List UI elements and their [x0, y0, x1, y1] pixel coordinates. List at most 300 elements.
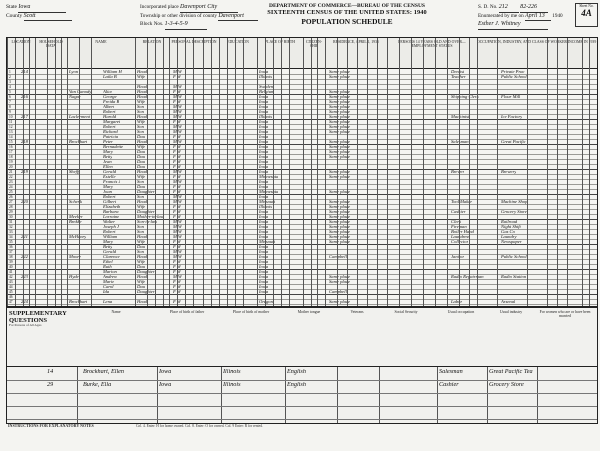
table-cell: 223 — [21, 273, 28, 279]
table-cell: Marion — [103, 268, 117, 274]
line-number: 36 — [9, 244, 13, 249]
census-title: SIXTEENTH CENSUS OF THE UNITED STATES: 1940 — [267, 9, 427, 16]
table-cell: Night Shift — [501, 223, 521, 229]
grid-line — [193, 38, 194, 306]
table-cell: Iowa — [259, 163, 269, 169]
table-cell: Andrew — [103, 273, 118, 279]
table-cell: Brockhart — [69, 138, 88, 144]
supplementary-column-header: Place of birth of father — [169, 310, 205, 314]
table-cell: Brewery — [501, 168, 517, 174]
column-header-band — [7, 38, 597, 69]
table-cell: Iowa — [259, 228, 269, 234]
table-cell: Dentist — [451, 68, 465, 74]
table-cell: Same place — [329, 203, 351, 209]
header-right — [478, 4, 563, 30]
line-number: 45 — [9, 289, 13, 294]
table-cell: Iowa — [259, 183, 269, 189]
grid-line — [227, 38, 228, 306]
table-cell: Same place — [329, 103, 351, 109]
table-cell: Jean — [103, 158, 112, 164]
table-cell: Radio Repairman — [451, 273, 484, 279]
table-cell: Iowa — [259, 243, 269, 249]
table-cell: Son — [137, 103, 144, 109]
column-header: RELATION — [142, 40, 162, 44]
supplementary-grid — [7, 366, 597, 423]
line-number: 3 — [9, 79, 11, 84]
table-cell: Same place — [329, 278, 351, 284]
table-cell: Grocery Store — [501, 208, 527, 214]
grid-line — [311, 38, 312, 306]
table-cell: M W — [173, 223, 182, 229]
line-number: 47 — [9, 299, 13, 304]
table-cell: M W — [173, 68, 182, 74]
table-cell: Same place — [329, 213, 351, 219]
table-cell: Iowa — [259, 103, 269, 109]
grid-line — [163, 38, 164, 306]
table-cell: Same place — [329, 88, 351, 94]
table-cell: Daughter — [137, 268, 155, 274]
table-cell: Laclerment — [69, 113, 90, 119]
grid-line — [347, 38, 348, 306]
table-cell: M W — [173, 108, 182, 114]
table-cell: Same place — [329, 218, 351, 224]
grid-line — [447, 38, 448, 306]
table-cell: Iowa — [259, 233, 269, 239]
table-cell: Head — [137, 138, 147, 144]
table-cell: Alice — [103, 88, 113, 94]
grid-line — [435, 38, 436, 306]
table-cell: Meeker — [69, 213, 83, 219]
table-cell: 219 — [21, 168, 28, 174]
table-cell: Joan — [103, 188, 112, 194]
table-cell: 216 — [21, 93, 28, 99]
table-cell: Shipping Clerk — [451, 93, 479, 99]
column-header: RESIDENCE, APRIL 1, 1935 — [333, 40, 379, 44]
table-cell: Mary — [103, 148, 113, 154]
supplementary-cell: Great Pacific Tea — [489, 369, 533, 375]
table-cell: Cashier — [451, 208, 466, 214]
table-row — [7, 299, 597, 305]
grid-line — [281, 38, 282, 306]
table-cell: Gerald — [103, 248, 117, 254]
table-cell: Dau — [137, 183, 145, 189]
table-cell: Collector — [451, 238, 469, 244]
table-cell: Joseph J — [103, 223, 119, 229]
line-number: 8 — [9, 104, 11, 109]
grid-line — [337, 38, 338, 306]
supplementary-column-header: Name — [111, 310, 121, 314]
line-number: 29 — [9, 209, 13, 214]
sheet-number-box — [575, 3, 598, 27]
table-cell: Moore — [69, 253, 82, 259]
table-cell: Newspaper — [501, 238, 522, 244]
table-cell: Ruth — [103, 263, 112, 269]
table-cell: Iowa — [259, 123, 269, 129]
grid-line — [547, 38, 548, 306]
table-cell: Dau — [137, 148, 145, 154]
grid-line — [47, 38, 48, 306]
supplementary-cell: Illinois — [223, 369, 241, 375]
table-cell: Iowa — [259, 258, 269, 264]
footer-instructions: INSTRUCTIONS FOR EXPLANATORY NOTES — [8, 423, 94, 428]
table-cell: Son — [137, 123, 144, 129]
grid-line — [423, 38, 424, 306]
line-number: 14 — [9, 134, 13, 139]
table-cell: Same place — [329, 98, 351, 104]
table-cell: Francis J — [103, 178, 121, 184]
line-number: 27 — [9, 199, 13, 204]
table-cell: Same place — [329, 273, 351, 279]
table-cell: M W — [173, 83, 182, 89]
supplementary-cell: 29 — [47, 382, 54, 388]
supplementary-column-header: Usual industry — [499, 310, 523, 314]
table-cell: Labor — [451, 298, 463, 304]
table-cell: M W — [173, 128, 182, 134]
line-number: 12 — [9, 124, 13, 129]
table-cell: Patricia — [103, 133, 119, 139]
table-cell: Iowa — [259, 168, 269, 174]
column-header: PLACE OF BIRTH — [265, 40, 295, 44]
state-label: State — [6, 4, 17, 10]
table-cell: F W — [173, 173, 181, 179]
table-cell: Elizabeth — [103, 203, 121, 209]
grid-line — [265, 38, 266, 306]
table-cell: Wife — [137, 73, 146, 79]
grid-line — [459, 38, 460, 306]
column-header: CITIZEN-SHIP — [305, 40, 323, 49]
table-cell: Walter — [103, 218, 116, 224]
table-cell: McHenry — [69, 233, 87, 239]
line-number: 46 — [9, 294, 13, 299]
table-cell: F W — [173, 278, 181, 284]
table-cell: Wife — [137, 143, 146, 149]
table-cell: Sheffy — [69, 168, 81, 174]
grid-line — [235, 38, 236, 306]
table-cell: Great Pacific — [501, 138, 526, 144]
supplementary-row — [7, 393, 597, 407]
header-left — [6, 4, 72, 21]
table-cell: Iowa — [259, 108, 269, 114]
table-cell: Lena — [103, 298, 113, 304]
grid-line — [567, 38, 568, 306]
grid-line — [387, 38, 388, 306]
table-cell: Iowa — [259, 263, 269, 269]
grid-line — [477, 38, 478, 306]
grid-line — [411, 38, 412, 306]
table-cell: Belgium — [259, 88, 275, 94]
line-number: 42 — [9, 274, 13, 279]
table-cell: Laundry — [501, 233, 517, 239]
footer-column-notes: Col. 4. Enter: H for home owned. Col. 8. Enter: O for owned. Col. 9 Enter: R for rented. — [136, 424, 263, 428]
line-number: 10 — [9, 114, 13, 119]
table-cell: 224 — [21, 298, 28, 304]
table-cell: Same place — [329, 138, 351, 144]
supplementary-title: SUPPLEMENTARY QUESTIONS — [9, 310, 67, 324]
grid-line — [35, 38, 36, 306]
table-cell: F W — [173, 153, 181, 159]
supplementary-cell: Illinois — [223, 382, 241, 388]
grid-line — [357, 38, 358, 306]
table-cell: Same place — [329, 118, 351, 124]
grid-line — [135, 38, 136, 306]
incorporated-label: Incorporated place — [140, 4, 179, 10]
table-cell: Iowa — [259, 283, 269, 289]
table-cell: Iowa — [259, 223, 269, 229]
table-cell: Iowa — [259, 148, 269, 154]
supplementary-row — [7, 367, 597, 381]
table-cell: Wife — [137, 118, 146, 124]
footer-notes — [6, 424, 596, 448]
table-cell: Peter — [103, 138, 113, 144]
table-cell: Carol — [103, 283, 114, 289]
grid-line — [303, 38, 304, 306]
table-cell: M W — [173, 138, 182, 144]
column-header: INCOME IN 1939 — [567, 40, 597, 44]
table-cell: Betty — [103, 243, 113, 249]
table-cell: Same place — [329, 113, 351, 119]
column-header: HOUSEHOLD DATA — [39, 40, 63, 49]
table-cell: Same place — [329, 238, 351, 244]
table-cell: Ida — [103, 288, 110, 294]
table-cell: Lorraine — [103, 213, 120, 219]
table-cell: Betty — [103, 153, 113, 159]
table-cell: Machinist — [451, 113, 470, 119]
column-header: OCCUPATION, INDUSTRY, AND CLASS OF WORKER — [477, 40, 567, 44]
line-number: 19 — [9, 159, 13, 164]
table-cell: Nagar — [69, 93, 81, 99]
table-cell: William H — [103, 68, 122, 74]
table-cell: Wife — [137, 203, 146, 209]
table-cell: Iowa — [259, 273, 269, 279]
county-label: County — [6, 12, 23, 19]
table-cell: Private Prac — [501, 68, 525, 74]
table-cell: Salesman — [451, 138, 469, 144]
table-cell: Iowa — [259, 248, 269, 254]
table-cell: Same place — [329, 188, 351, 194]
table-cell: Robert — [103, 228, 116, 234]
grid-line — [155, 38, 156, 306]
table-cell: Minnesota — [259, 173, 279, 179]
table-cell: Wife — [137, 173, 146, 179]
table-cell: 217 — [21, 113, 28, 119]
table-cell: Daughter — [137, 288, 155, 294]
table-cell: F W — [173, 183, 181, 189]
table-cell: 221 — [21, 233, 28, 239]
table-cell: Head — [137, 93, 147, 99]
grid-line — [582, 38, 583, 306]
table-cell: Iowa — [259, 208, 269, 214]
table-cell: M W — [173, 253, 182, 259]
table-cell: Teacher — [451, 73, 466, 79]
table-cell: M W — [173, 198, 182, 204]
schedule-title: POPULATION SCHEDULE — [301, 17, 393, 26]
dept-line: DEPARTMENT OF COMMERCE—BUREAU OF THE CENSUS — [268, 3, 425, 9]
table-cell: F W — [173, 263, 181, 269]
sheet-value: 4A — [581, 8, 592, 18]
table-cell: Wife — [137, 98, 146, 104]
table-cell: F W — [173, 203, 181, 209]
table-cell: M W — [173, 273, 182, 279]
table-cell: Iowa — [259, 93, 269, 99]
table-cell: Illinois — [259, 113, 273, 119]
table-cell: F W — [173, 143, 181, 149]
table-cell: M W — [173, 248, 182, 254]
ed-number: 212 — [499, 4, 519, 13]
table-cell: F W — [173, 188, 181, 194]
grid-line — [317, 38, 318, 306]
table-cell: Iowa — [259, 128, 269, 134]
line-number: 40 — [9, 264, 13, 269]
table-cell: Mary — [103, 183, 113, 189]
table-cell: Head — [137, 198, 147, 204]
grid-line — [219, 38, 220, 306]
column-header: LOCATION — [11, 40, 31, 44]
table-cell: Oregon — [259, 298, 273, 304]
line-number: 23 — [9, 179, 13, 184]
line-number: 4 — [9, 84, 11, 89]
table-cell: Iowa — [259, 153, 269, 159]
table-cell: Boiler Hand — [451, 228, 474, 234]
table-cell: Iowa — [259, 143, 269, 149]
table-cell: Same place — [329, 68, 351, 74]
table-cell: Daughter — [137, 208, 155, 214]
line-number: 32 — [9, 224, 13, 229]
grid-line — [377, 38, 378, 306]
grid-line — [257, 38, 258, 306]
grid-line — [79, 38, 80, 306]
table-cell: F W — [173, 208, 181, 214]
table-cell: Dau — [137, 158, 145, 164]
table-cell: Richard — [103, 128, 118, 134]
supplementary-cell: Cashier — [439, 382, 459, 388]
table-cell: Gilbert — [103, 198, 117, 204]
table-cell: Daughter — [137, 188, 155, 194]
table-cell: Iowa — [259, 253, 269, 259]
supplementary-column-header: Usual occupation — [447, 310, 475, 314]
table-cell: M W — [173, 178, 182, 184]
table-cell: Iowa — [259, 138, 269, 144]
table-cell: Ellen — [103, 163, 113, 169]
table-cell: Dau — [137, 283, 145, 289]
table-cell: F W — [173, 133, 181, 139]
table-cell: 222 — [21, 253, 28, 259]
grid-line — [273, 38, 274, 306]
table-cell: Head — [137, 68, 147, 74]
supplementary-cell: Iowa — [159, 382, 172, 388]
enumerated-value: April 13 — [525, 13, 551, 22]
grid-line — [29, 38, 30, 306]
grid-line — [67, 38, 68, 306]
column-header: NAME — [95, 40, 107, 44]
table-cell: F W — [173, 283, 181, 289]
table-cell: Iowa — [259, 98, 269, 104]
supplementary-column-header: Mother tongue — [297, 310, 321, 314]
table-cell: Son — [137, 178, 144, 184]
table-cell: Laundress — [451, 233, 470, 239]
population-grid — [6, 37, 598, 307]
table-cell: Same place — [329, 233, 351, 239]
table-cell: M W — [173, 233, 182, 239]
table-cell: Iowa — [259, 288, 269, 294]
table-cell: Sweden — [259, 83, 274, 89]
table-cell: F W — [173, 98, 181, 104]
table-cell: Estelle — [103, 173, 116, 179]
line-number: 35 — [9, 239, 13, 244]
grid-line — [557, 38, 558, 306]
table-cell: Son — [137, 108, 144, 114]
column-header: PERSONAL DESCRIPTION — [171, 40, 217, 44]
table-cell: Barbara — [103, 208, 119, 214]
table-cell: Same place — [329, 173, 351, 179]
table-cell: Iowa — [259, 133, 269, 139]
line-number: 1 — [9, 69, 11, 74]
table-cell: Son — [137, 248, 144, 254]
table-cell: F W — [173, 118, 181, 124]
table-cell: Same place — [329, 148, 351, 154]
line-number: 38 — [9, 254, 13, 259]
table-cell: Mary — [103, 238, 113, 244]
table-cell: Iowa — [259, 178, 269, 184]
table-cell: F W — [173, 158, 181, 164]
table-cell: Van Canody — [69, 88, 92, 94]
supplementary-cell: English — [287, 369, 306, 375]
sheet-label: Sheet No. — [579, 4, 594, 8]
table-cell: Iowa — [259, 193, 269, 199]
line-number: 6 — [9, 94, 11, 99]
line-number: 39 — [9, 259, 13, 264]
table-cell: M W — [173, 193, 182, 199]
table-cell: F W — [173, 258, 181, 264]
line-number: 37 — [9, 249, 13, 254]
table-cell: M W — [173, 113, 182, 119]
table-cell: Son-in-law — [137, 218, 158, 224]
table-cell: Same place — [329, 143, 351, 149]
grid-line — [399, 38, 400, 306]
table-cell: Hyde — [69, 273, 79, 279]
table-cell: Iowa — [259, 218, 269, 224]
grid-line — [169, 38, 170, 306]
table-cell: F W — [173, 73, 181, 79]
table-cell: Fireman — [451, 223, 467, 229]
line-number: 11 — [9, 119, 13, 124]
table-cell: George — [103, 93, 117, 99]
line-number: 2 — [9, 74, 11, 79]
table-cell: Flour Mill — [501, 93, 521, 99]
table-cell: Campbell — [329, 288, 347, 294]
grid-line — [23, 38, 24, 306]
grid-line — [61, 38, 62, 306]
enumerated-label: Enumerated by me on — [478, 12, 524, 19]
line-number: 33 — [9, 229, 13, 234]
supplementary-row — [7, 406, 597, 420]
table-cell: Brockhart — [69, 298, 88, 304]
table-cell: William — [103, 233, 118, 239]
table-cell: Campbell — [329, 253, 347, 259]
table-cell: Railroad — [501, 218, 518, 224]
line-number: 43 — [9, 279, 13, 284]
township-label: Township or other division of county — [140, 12, 218, 19]
table-cell: Same place — [329, 198, 351, 204]
line-number: 9 — [9, 109, 11, 114]
table-cell: Head — [137, 83, 147, 89]
table-cell: Tool Maker — [451, 198, 473, 204]
table-cell: M W — [173, 123, 182, 129]
line-number: 5 — [9, 89, 11, 94]
table-cell: Same place — [329, 228, 351, 234]
table-cell: Head — [137, 113, 147, 119]
supplementary-cell: Salesman — [439, 369, 463, 375]
line-number: 16 — [9, 144, 13, 149]
